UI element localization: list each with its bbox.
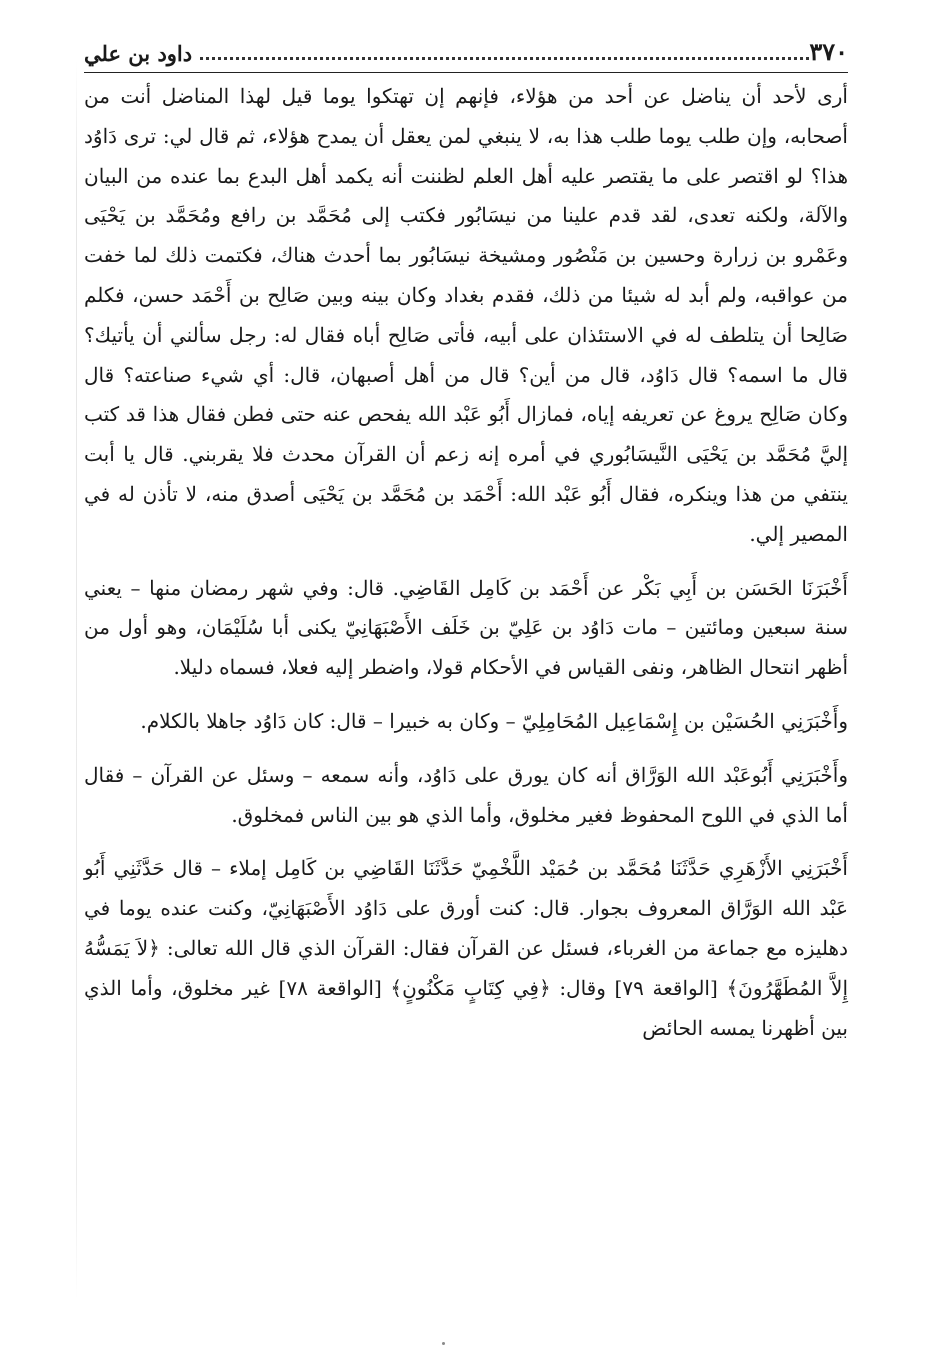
gutter-shadow-line: [76, 60, 77, 1300]
header-leader-dots: [200, 57, 809, 60]
body-text: [84, 77, 848, 1048]
paragraph-warraq-report: وأَخْبَرَنِي أَبُوعَبْد الله الوَرَّاق أنه كان يورق على دَاوُد، وأنه سمعه – وسئل عن القرآن – فقال أما الذي في اللوح المحفوظ فغير مخلوق، وأما الذي هو بين الناس فمخلوق.: [84, 762, 848, 827]
paragraph-dawud-account: أرى لأحد أن يناضل عن أحد من هؤلاء، فإنهم إن تهتكوا يوما قيل لهذا المناضل أنت من أصحابه، وإن طلب يوما طلب هذا به، لا ينبغي لمن يعقل أن يمدح هؤلاء، ثم قال لي: ترى دَاوُد هذا؟ لو اقتصر على ما يقتصر عليه أهل العلم لظننت أنه يكمد أهل البدع بما عنده من البيان والآلة، ولكنه تعدى، لقد قدم علينا من نيسَابُور فكتب إلى مُحَمَّد بن رافع ومُحَمَّد بن يَحْيَى وعَمْرو بن زرارة وحسين بن مَنْصُور ومشيخة نيسَابُور بما أحدث هناك، فكتمت ذلك لما خفت من عواقبه، ولم أبد له شيئا من ذلك، فقدم بغداد وكان بينه وبين صَالِح بن أَحْمَد حسن، فكلم صَالِحا أن يتلطف له في الاستئذان على أبيه، فأتى صَالِح أباه فقال له: رجل سألني أن يأتيك؟ قال ما اسمه؟ قال دَاوُد، قال من أين؟ قال من أهل أصبهان، قال: أي شيء صناعته؟ قال وكان صَالِح يروغ عن تعريفه إياه، فمازال أَبُو عَبْد الله يفحص عنه حتى فطن فقال هذا قد كتب إليَّ مُحَمَّد بن يَحْيَى النَّيسَابُوري في أمره إنه زعم أن القرآن محدث فلا يقربني. قال يا أبت ينتفي من هذا وينكره، فقال أَبُو عَبْد الله: أَحْمَد بن مُحَمَّد بن يَحْيَى أصدق منه، لا تأذن له في المصير إلي.: [84, 84, 848, 546]
paragraph-death-report: أَخْبَرَنَا الحَسَن بن أَبِي بَكْر عن أَحْمَد بن كَامِل القَاضِي. قال: وفي شهر رمضان منها – يعني سنة سبعين ومائتين – مات دَاوُد بن عَلِيّ بن خَلَف الأَصْبَهَانِيّ يكنى أبا سُلَيْمَان، وهو أول من أظهر انتحال الظاهر، ونفى القياس في الأحكام قولا، واضطر إليه فعلا، فسماه دليلا.: [84, 575, 848, 680]
book-page: [84, 26, 848, 1048]
page-number: ٣٧٠: [809, 37, 848, 66]
scan-speck: [442, 1342, 445, 1345]
running-header: [84, 26, 848, 73]
header-section-title: داود بن علي: [84, 41, 193, 66]
paragraph-azhari-report: أَخْبَرَنِي الأَزْهَرِي حَدَّثَنَا مُحَمَّد بن حُمَيْد اللَّخْمِيّ حَدَّثَنَا القَاضِي بن كَامِل إملاء – قال حَدَّثَنِي أَبُو عَبْد الله الوَرَّاق المعروف بجوار. قال: كنت أورق على دَاوُد الأَصْبَهَانِيّ، وكنت عنده يوما في دهليزه مع جماعة من الغرباء، فسئل عن القرآن فقال: القرآن الذي قال الله تعالى: ﴿لاَ يَمَسُّهُ إِلاَّ المُطَهَّرُونَ﴾ [الواقعة ٧٩] وقال: ﴿فِي كِتَابٍ مَكْنُونٍ﴾ [الواقعة ٧٨] غير مخلوق، وأما الذي بين أظهرنا يمسه الحائض: [84, 856, 848, 1040]
paragraph-mahamili-report: وأَخْبَرَنِي الحُسَيْن بن إِسْمَاعِيل المُحَامِلِيّ – وكان به خبيرا – قال: كان دَاوُد جاهلا بالكلام.: [140, 708, 848, 733]
header-title-line: [84, 43, 809, 72]
